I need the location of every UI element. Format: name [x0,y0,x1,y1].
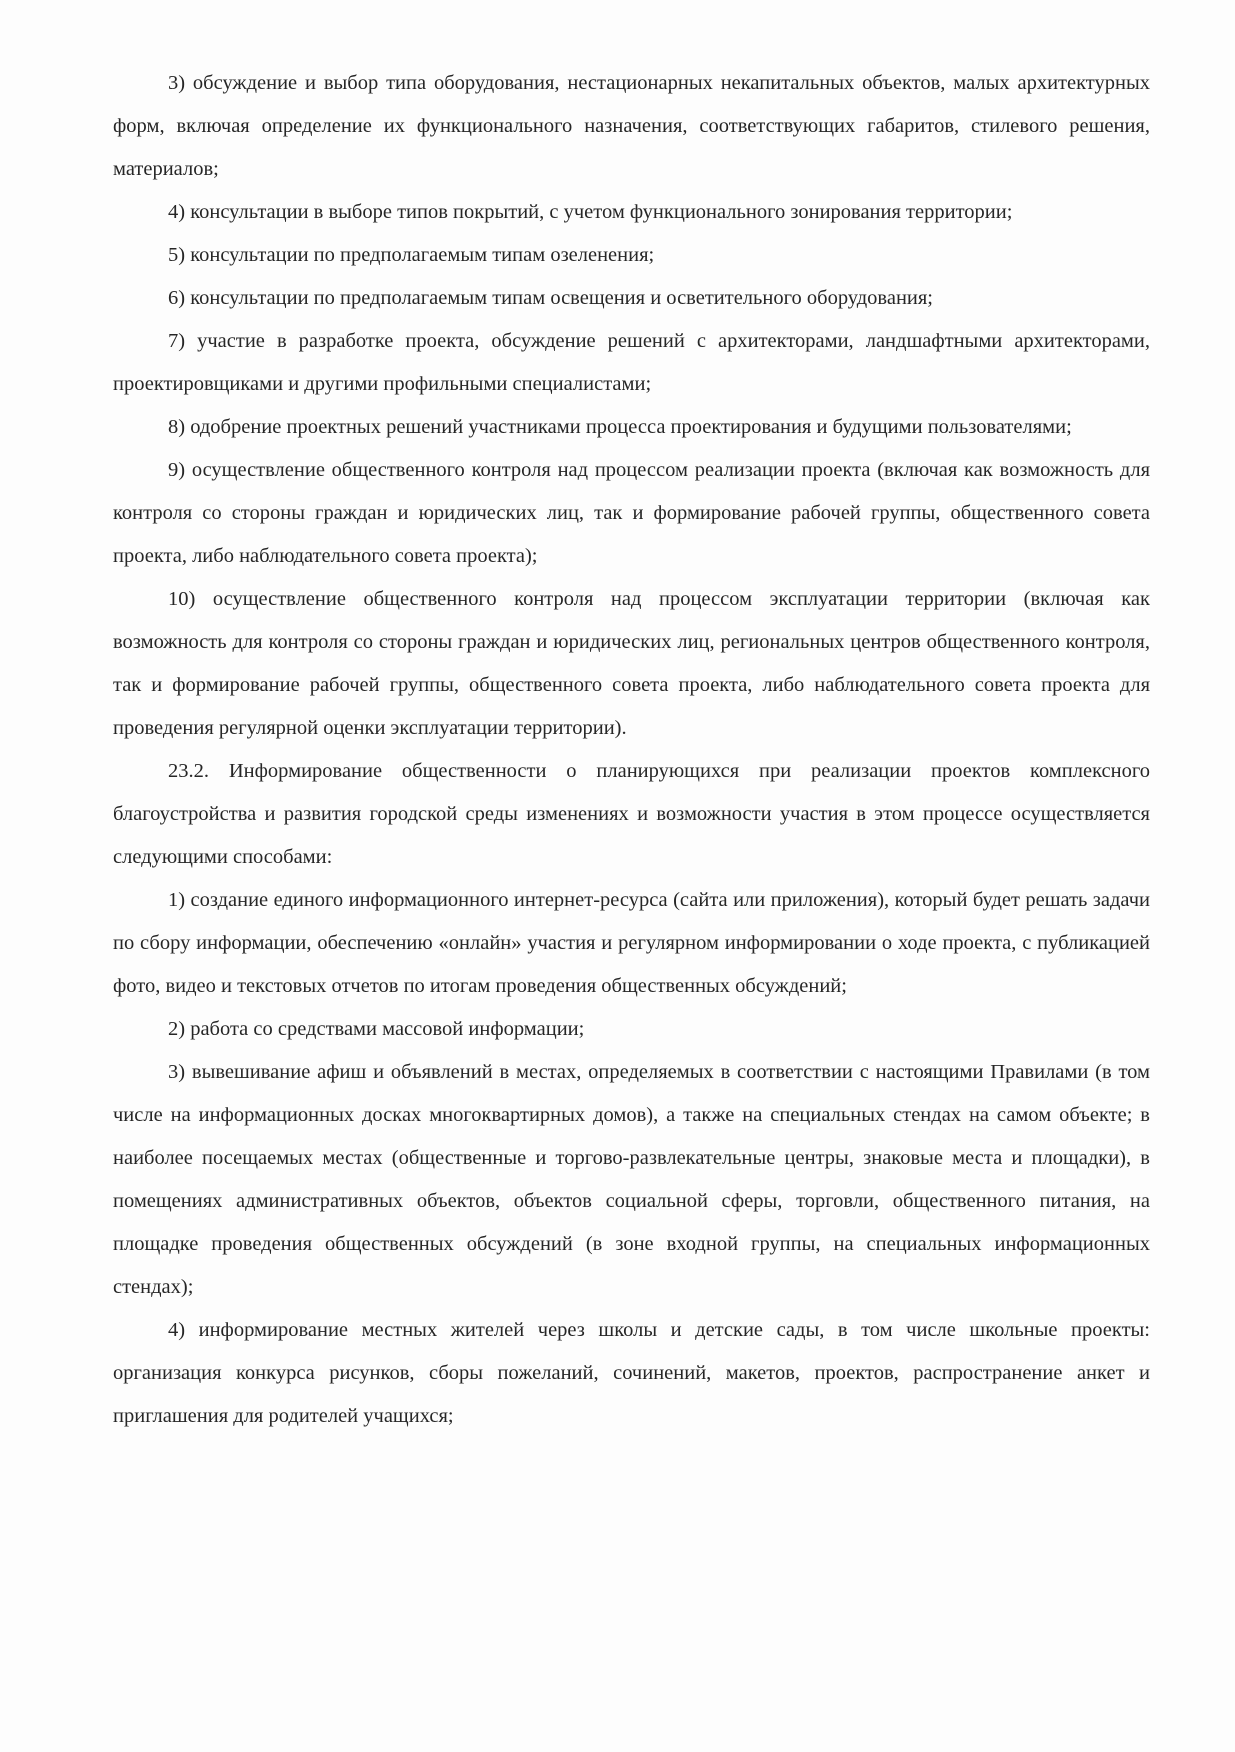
paragraph-item-3-equipment: 3) обсуждение и выбор типа оборудования, нестационарных некапитальных объектов, малых архитектурных форм, включая определение их функционального назначения, соответствующих габаритов, стилевого решения, материалов; [113,72,1150,180]
paragraph-item-4-coverings: 4) консультации в выборе типов покрытий, с учетом функционального зонирования территории; [168,201,1013,223]
paragraph-item-10-operation-control: 10) осуществление общественного контроля над процессом эксплуатации территории (включая как возможность для контроля со стороны граждан и юридических лиц, региональных центров общественного контроля, так и формирование рабочей группы, общественного совета проекта, либо наблюдательного совета проекта для проведения регулярной оценки эксплуатации территории). [113,588,1150,739]
paragraph-method-3-posters: 3) вывешивание афиш и объявлений в местах, определяемых в соответствии с настоящими Правилами (в том числе на информационных досках многоквартирных домов), а также на специальных стендах на самом объекте; в наиболее посещаемых местах (общественные и торгово-развлекательные центры, знаковые места и площадки), в помещениях административных объектов, объектов социальной сферы, торговли, общественного питания, на площадке проведения общественных обсуждений (в зоне входной группы, на специальных информационных стендах); [113,1061,1150,1298]
paragraph-item-9-implementation-control: 9) осуществление общественного контроля над процессом реализации проекта (включая как возможность для контроля со стороны граждан и юридических лиц, так и формирование рабочей группы, общественного совета проекта, либо наблюдательного совета проекта); [113,459,1150,567]
paragraph-item-5-greenery: 5) консультации по предполагаемым типам озеленения; [168,244,655,266]
paragraph-method-4-schools: 4) информирование местных жителей через школы и детские сады, в том числе школьные проекты: организация конкурса рисунков, сборы пожеланий, сочинений, макетов, проектов, распространение анкет и приглашения для родителей учащихся; [113,1319,1150,1427]
paragraph-item-6-lighting: 6) консультации по предполагаемым типам освещения и осветительного оборудования; [168,287,934,309]
paragraph-method-1-web-resource: 1) создание единого информационного интернет-ресурса (сайта или приложения), который будет решать задачи по сбору информации, обеспечению «онлайн» участия и регулярном информировании о ходе проекта, с публикацией фото, видео и текстовых отчетов по итогам проведения общественных обсуждений; [113,889,1150,997]
document-body [113,62,1150,1438]
paragraph-item-8-approval: 8) одобрение проектных решений участниками процесса проектирования и будущими пользователями; [168,416,1072,438]
paragraph-method-2-media: 2) работа со средствами массовой информации; [168,1018,585,1040]
paragraph-section-23-2: 23.2. Информирование общественности о планирующихся при реализации проектов комплексного благоустройства и развития городской среды изменениях и возможности участия в этом процессе осуществляется следующими способами: [113,760,1150,868]
paragraph-item-7-design-participation: 7) участие в разработке проекта, обсуждение решений с архитекторами, ландшафтными архитекторами, проектировщиками и другими профильными специалистами; [113,330,1150,395]
